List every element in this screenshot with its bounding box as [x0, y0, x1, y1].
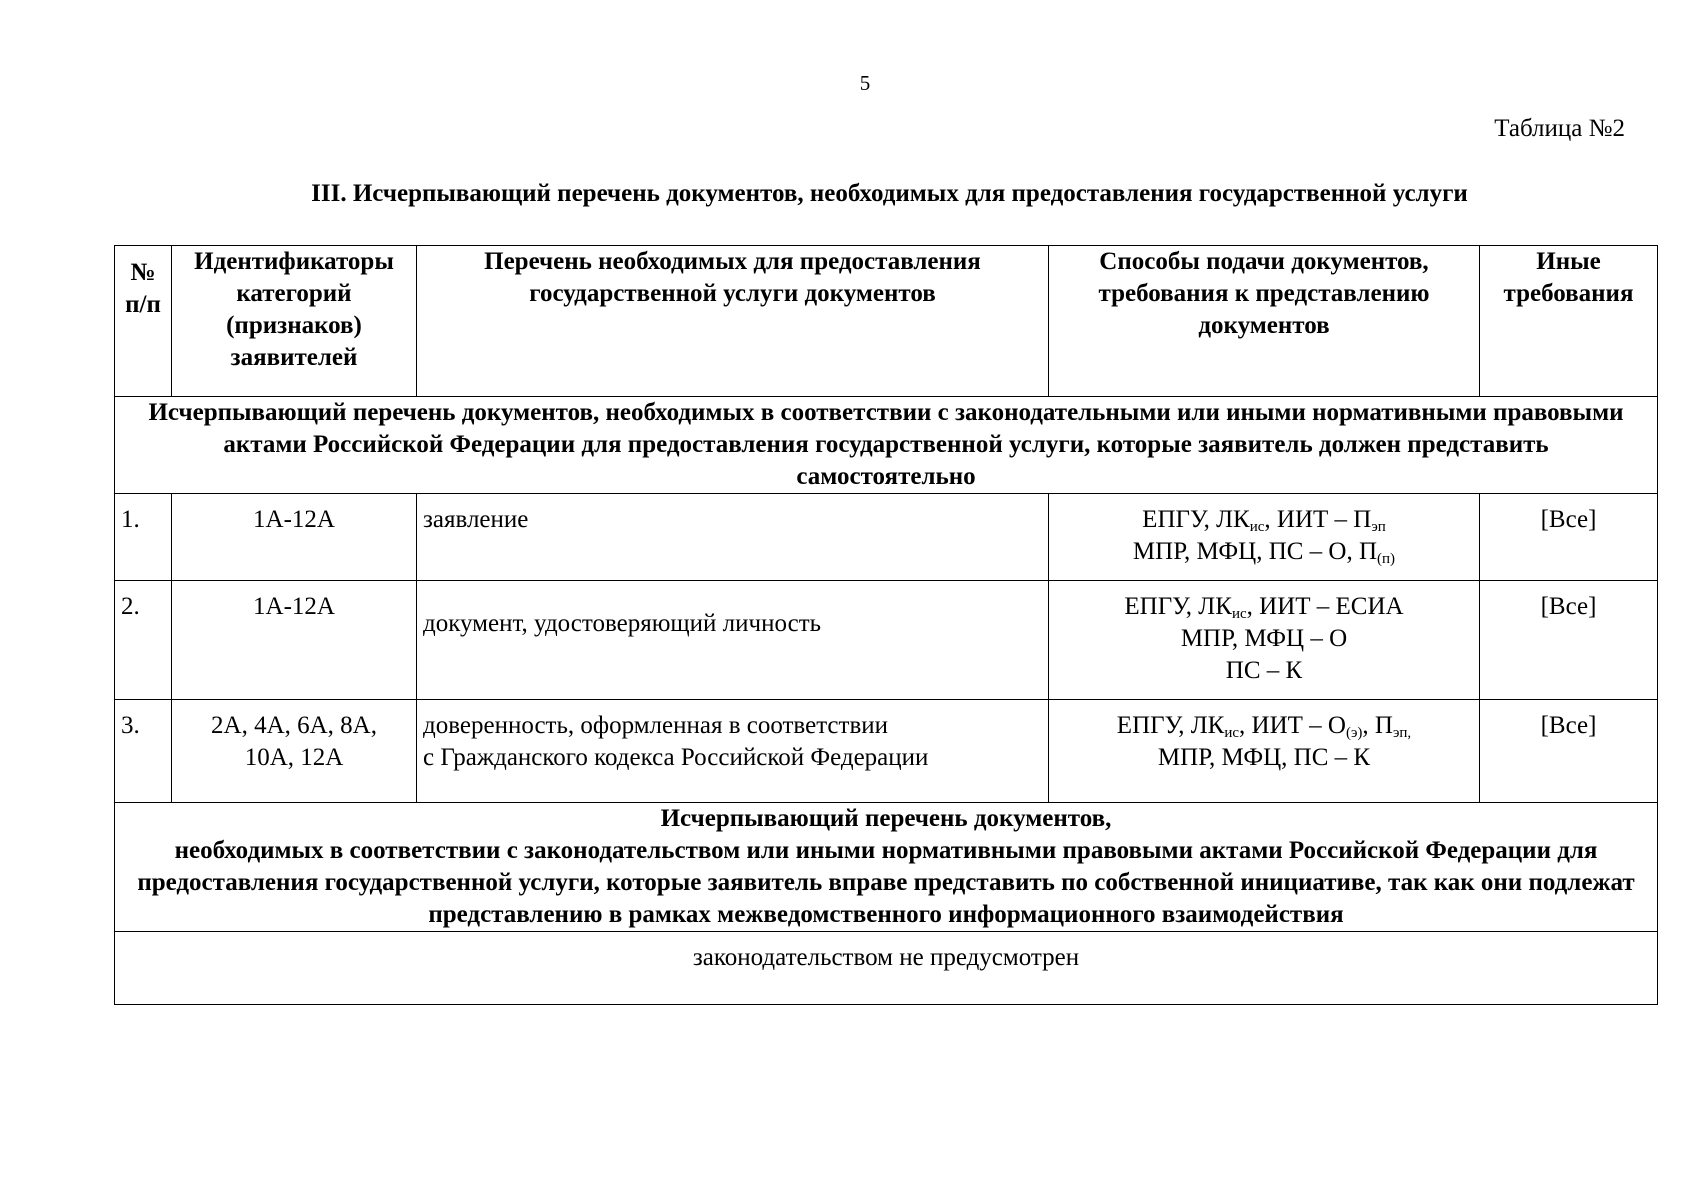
method-line: МПР, МФЦ, ПС – О, $П_{(п)}$	[1132, 538, 1396, 567]
method-line: МПР, МФЦ, ПС – К	[1157, 744, 1371, 771]
row-methods	[1049, 494, 1480, 581]
section-title-optional: Исчерпывающий перечень документов, необходимых в соответствии с законодательством или иными нормативными правовыми актами Российской Федерации для предоставления государственной услуги, которые заявитель вправе представить по собственной инициативе, так как они подлежат представлению в рамках межведомственного информационного взаимодействия	[115, 803, 1658, 932]
table-row	[115, 700, 1658, 803]
footer-note: законодательством не предусмотрен	[115, 932, 1658, 1005]
page-number: 5	[859, 71, 871, 95]
method-line: ПС – К	[1225, 657, 1303, 684]
section-row-optional	[115, 803, 1658, 932]
section-heading: III. Исчерпывающий перечень документов, необходимых для предоставления государственной услуги	[311, 180, 1468, 207]
method-line: ЕПГУ, $ЛК_{ис}$, ИИТ – $П_{эп}$	[1142, 506, 1386, 535]
method-line: ЕПГУ, $ЛК_{ис}$, ИИТ – ЕСИА	[1124, 593, 1404, 622]
header-ids: Идентификаторы категорий (признаков) заявителей	[172, 246, 417, 397]
header-other: Иные требования	[1480, 246, 1658, 397]
section-row-mandatory	[115, 397, 1658, 494]
table-label: Таблица №2	[1494, 115, 1625, 142]
method-line: МПР, МФЦ – О	[1180, 625, 1348, 652]
row-other: [Все]	[1480, 700, 1658, 803]
row-document: доверенность, оформленная в соответствии с Гражданского кодекса Российской Федерации	[417, 700, 1049, 803]
header-num: № п/п	[115, 246, 172, 397]
header-docs: Перечень необходимых для предоставления государственной услуги документов	[417, 246, 1049, 397]
table-row	[115, 581, 1658, 700]
table-row	[115, 494, 1658, 581]
row-document: документ, удостоверяющий личность	[417, 581, 1049, 700]
header-methods: Способы подачи документов, требования к представлению документов	[1049, 246, 1480, 397]
method-line: ЕПГУ, $ЛК_{ис}$, ИИТ – $О_{(э)}$, $П_{эп,}$	[1116, 712, 1412, 741]
row-number: 2.	[115, 581, 172, 700]
row-other: [Все]	[1480, 581, 1658, 700]
row-other: [Все]	[1480, 494, 1658, 581]
row-number: 3.	[115, 700, 172, 803]
table-row	[115, 932, 1658, 1005]
row-ids: 1А-12А	[172, 581, 417, 700]
row-document: заявление	[417, 494, 1049, 581]
row-ids: 1А-12А	[172, 494, 417, 581]
row-number: 1.	[115, 494, 172, 581]
row-methods	[1049, 700, 1480, 803]
row-methods	[1049, 581, 1480, 700]
row-ids: 2А, 4А, 6А, 8А, 10А, 12А	[172, 700, 417, 803]
table-header-row	[115, 246, 1658, 397]
documents-table	[114, 245, 1658, 1005]
section-title-mandatory: Исчерпывающий перечень документов, необходимых в соответствии с законодательными или иными нормативными правовыми актами Российской Федерации для предоставления государственной услуги, которые заявитель должен представить самостоятельно	[115, 397, 1658, 494]
